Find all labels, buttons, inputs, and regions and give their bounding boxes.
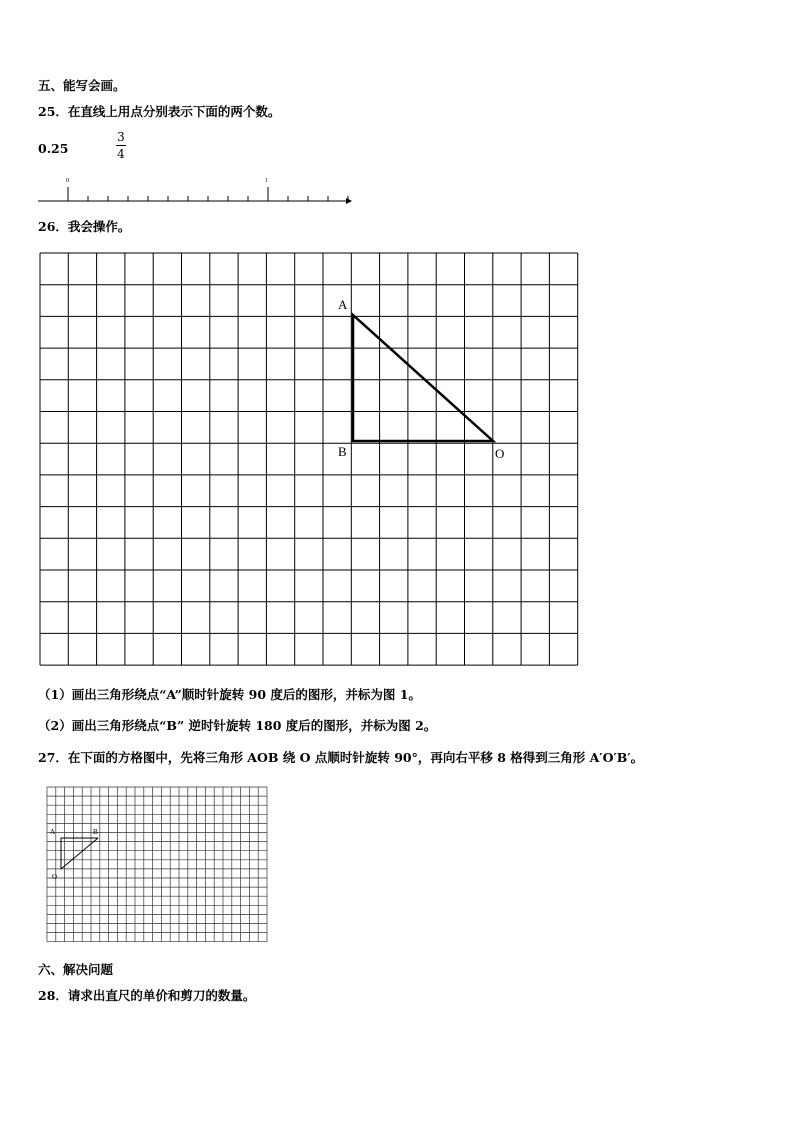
question-25-text: 25．在直线上用点分别表示下面的两个数。 <box>38 104 281 119</box>
small-label-B: B <box>93 828 98 836</box>
question-27-text: 27．在下面的方格图中，先将三角形 AOB 绕 O 点顺时针旋转 90°，再向右平移 8 格得到三角形 A′O′B′。 <box>38 750 644 765</box>
question-26-text: 26．我会操作。 <box>38 219 131 234</box>
number-0-25: 0.25 <box>38 141 69 156</box>
grid-27-lines <box>47 787 267 942</box>
fraction-numerator: 3 <box>117 130 125 144</box>
question-26-item-1: （1）画出三角形绕点“A”顺时针旋转 90 度后的图形，并标为图 1。 <box>38 687 421 702</box>
section-6-title: 六、解决问题 <box>38 962 114 977</box>
small-label-A: A <box>50 828 56 836</box>
question-26-item-2: （2）画出三角形绕点“B” 逆时针旋转 180 度后的图形，并标为图 2。 <box>38 718 437 733</box>
triangle-AOB-hypotenuse <box>61 838 98 869</box>
section-5-title: 五、能写会画。 <box>38 78 126 93</box>
label-O: O <box>495 446 505 461</box>
label-A: A <box>338 297 348 312</box>
label-B: B <box>338 444 347 459</box>
fraction-denominator: 4 <box>117 147 125 161</box>
small-label-O: O <box>52 873 58 881</box>
question-28-text: 28．请求出直尺的单价和剪刀的数量。 <box>38 988 256 1003</box>
number-line-label-0: 0 <box>66 178 69 184</box>
number-line-label-1: 1 <box>265 178 268 184</box>
